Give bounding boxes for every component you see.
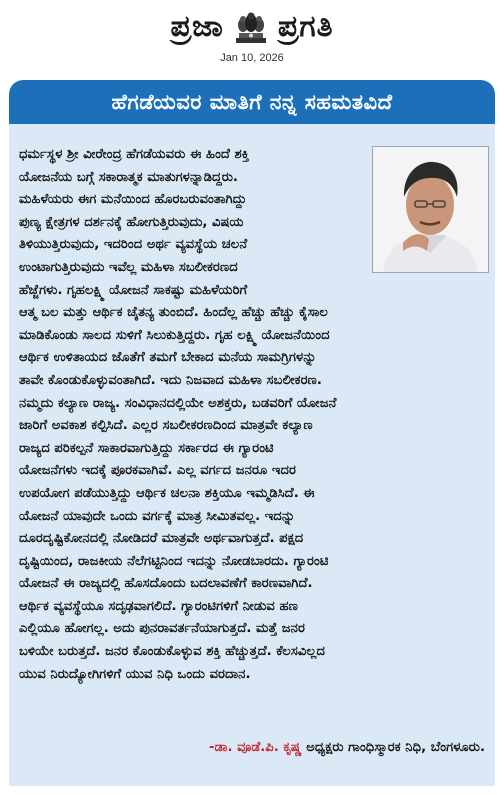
author-signature — [209, 740, 485, 755]
masthead-left-word: ಪ್ರಜಾ — [170, 8, 224, 44]
issue-date: Jan 10, 2026 — [220, 52, 284, 64]
article-box — [9, 80, 495, 786]
article-line: ಯುವ ನಿರುದ್ಯೋಗಿಗಳಿಗೆ ಯುವ ನಿಧಿ ಒಂದು ವರದಾನ. — [19, 666, 251, 682]
masthead-right-word: ಪ್ರಗತಿ — [277, 8, 334, 44]
article-line: ದೃಷ್ಟಿಯಿಂದ, ರಾಜಕೀಯ ನೆಲೆಗಟ್ಟಿನಿಂದ ಇದನ್ನು ನೋಡಬಾರದು. ಗ್ಯಾರಂಟಿ — [19, 553, 329, 569]
article-line: ಉಪಯೋಗ ಪಡೆಯುತ್ತಿದ್ದು ಆರ್ಥಿಕ ಚಲನಾ ಶಕ್ತಿಯೂ ಇಮ್ಮಡಿಸಿದೆ. ಈ — [19, 485, 315, 501]
author-photo — [372, 146, 489, 273]
article-line: ಉಂಟಾಗುತ್ತಿರುವುದು ಇವೆಲ್ಲ ಮಹಿಳಾ ಸಬಲೀಕರಣದ — [19, 259, 238, 275]
author-portrait — [373, 147, 488, 272]
article-line: ಮಾಡಿಕೊಂಡು ಸಾಲದ ಸುಳಿಗೆ ಸಿಲುಕುತ್ತಿದ್ದರು. ಗೃಹ ಲಕ್ಷ್ಮಿ ಯೋಜನೆಯಿಂದ — [19, 327, 330, 343]
article-line: ಜಾರಿಗೆ ಅವಕಾಶ ಕಲ್ಪಿಸಿದೆ. ಎಲ್ಲರ ಸಬಲೀಕರಣದಿಂದ ಮಾತ್ರವೇ ಕಲ್ಯಾಣ — [19, 418, 313, 434]
article-line: ಯೋಜನೆ ಈ ರಾಜ್ಯದಲ್ಲಿ ಹೊಸದೊಂದು ಬದಲಾವಣೆಗೆ ಕಾರಣವಾಗಿದೆ. — [19, 576, 313, 592]
article-line: ಬಳಿಯೇ ಬರುತ್ತದೆ. ಜನರ ಕೊಂಡುಕೊಳ್ಳುವ ಶಕ್ತಿ ಹೆಚ್ಚುತ್ತದೆ. ಕೆಲಸವಿಲ್ಲದ — [19, 644, 325, 660]
article-line: ಆತ್ಮ ಬಲ ಮತ್ತು ಆರ್ಥಿಕ ಚೈತನ್ಯ ತುಂಬಿದೆ. ಹಿಂದೆಲ್ಲ ಹೆಚ್ಚು ಹೆಚ್ಚು ಕೈಸಾಲ — [19, 305, 328, 321]
article-headline: ಹೆಗಡೆಯವರ ಮಾತಿಗೆ ನನ್ನ ಸಹಮತವಿದೆ — [111, 89, 393, 114]
article-line: ತಾವೇ ಕೊಂಡುಕೊಳ್ಳುವಂತಾಗಿದೆ. ಇದು ನಿಜವಾದ ಮಹಿಳಾ ಸಬಲೀಕರಣ. — [19, 372, 322, 388]
author-title: ಅಧ್ಯಕ್ಷರು ಗಾಂಧಿಸ್ಮಾರಕ ನಿಧಿ, ಬೆಂಗಳೂರು. — [301, 740, 485, 755]
headline-band — [9, 80, 495, 124]
masthead-title — [0, 6, 504, 46]
article-line: ತಿಳಿಯುತ್ತಿರುವುದು, ಇದರಿಂದ ಅರ್ಥ ವ್ಯವಸ್ಥೆಯ ಚಲನೆ — [19, 237, 248, 253]
article-line: ಮಹಿಳೆಯರು ಈಗ ಮನೆಯಿಂದ ಹೊರಬರುವಂತಾಗಿದ್ದು — [19, 192, 247, 208]
article-line: ಎಲ್ಲಿಯೂ ಹೋಗಲ್ಲ. ಅದು ಪುನರಾವರ್ತನೆಯಾಗುತ್ತದೆ. ಮತ್ತೆ ಜನರ — [19, 621, 305, 637]
article-line: ಪುಣ್ಯ ಕ್ಷೇತ್ರಗಳ ದರ್ಶನಕ್ಕೆ ಹೋಗುತ್ತಿರುವುದು, ವಿಷಯ — [19, 214, 244, 230]
article-line: ನಮ್ಮದು ಕಲ್ಯಾಣ ರಾಜ್ಯ. ಸಂವಿಧಾನದಲ್ಲಿಯೇ ಅಶಕ್ತರು, ಬಡವರಿಗೆ ಯೋಜನೆ — [19, 395, 337, 411]
article-line: ಯೋಜನೆ ಯಾವುದೇ ಒಂದು ವರ್ಗಕ್ಕೆ ಮಾತ್ರ ಸೀಮಿತವಲ್ಲ. ಇದನ್ನು — [19, 508, 296, 524]
article-line: ಆರ್ಥಿಕ ಉಳಿತಾಯದ ಜೊತೆಗೆ ತಮಗೆ ಬೇಕಾದ ಮನೆಯ ಸಾಮಗ್ರಿಗಳನ್ನು — [19, 350, 317, 366]
article-line: ಹೆಜ್ಜೆಗಳು. ಗೃಹಲಕ್ಷ್ಮಿ ಯೋಜನೆ ಸಾಕಷ್ಟು ಮಹಿಳೆಯರಿಗೆ — [19, 282, 248, 298]
author-name: -ಡಾ. ವೂಡೆ.ಪಿ. ಕೃಷ್ಣ — [209, 740, 302, 755]
masthead — [0, 0, 504, 72]
article-line: ಯೋಜನೆಯ ಬಗ್ಗೆ ಸಕಾರಾತ್ಮಕ ಮಾತುಗಳನ್ನಾಡಿದ್ದರು. — [19, 169, 238, 185]
article-line: ರಾಜ್ಯದ ಪರಿಕಲ್ಪನೆ ಸಾಕಾರವಾಗುತ್ತಿದ್ದು ಸರ್ಕಾರದ ಈ ಗ್ಯಾರಂಟಿ — [19, 440, 274, 456]
article-line: ಆರ್ಥಿಕ ವ್ಯವಸ್ಥೆಯೂ ಸದೃಢವಾಗಲಿದೆ. ಗ್ಯಾರಂಟಿಗಳಿಗೆ ನೀಡುವ ಹಣ — [19, 598, 298, 614]
article-line: ದೂರದೃಷ್ಟಿಕೋನದಲ್ಲಿ ನೋಡಿದರೆ ಮಾತ್ರವೇ ಅರ್ಥವಾಗುತ್ತದೆ. ಪಕ್ಷದ — [19, 531, 304, 547]
article-line: ಧರ್ಮಸ್ಥಳ ಶ್ರೀ ವೀರೇಂದ್ರ ಹೆಗಡೆಯವರು ಈ ಹಿಂದೆ ಶಕ್ತಿ — [19, 147, 250, 162]
article-line: ಯೋಜನೆಗಳು ಇದಕ್ಕೆ ಪೂರಕವಾಗಿವೆ. ಎಲ್ಲ ವರ್ಗದ ಜನರೂ ಇದರ — [19, 463, 296, 479]
ashoka-pillar-emblem-icon — [232, 8, 270, 44]
